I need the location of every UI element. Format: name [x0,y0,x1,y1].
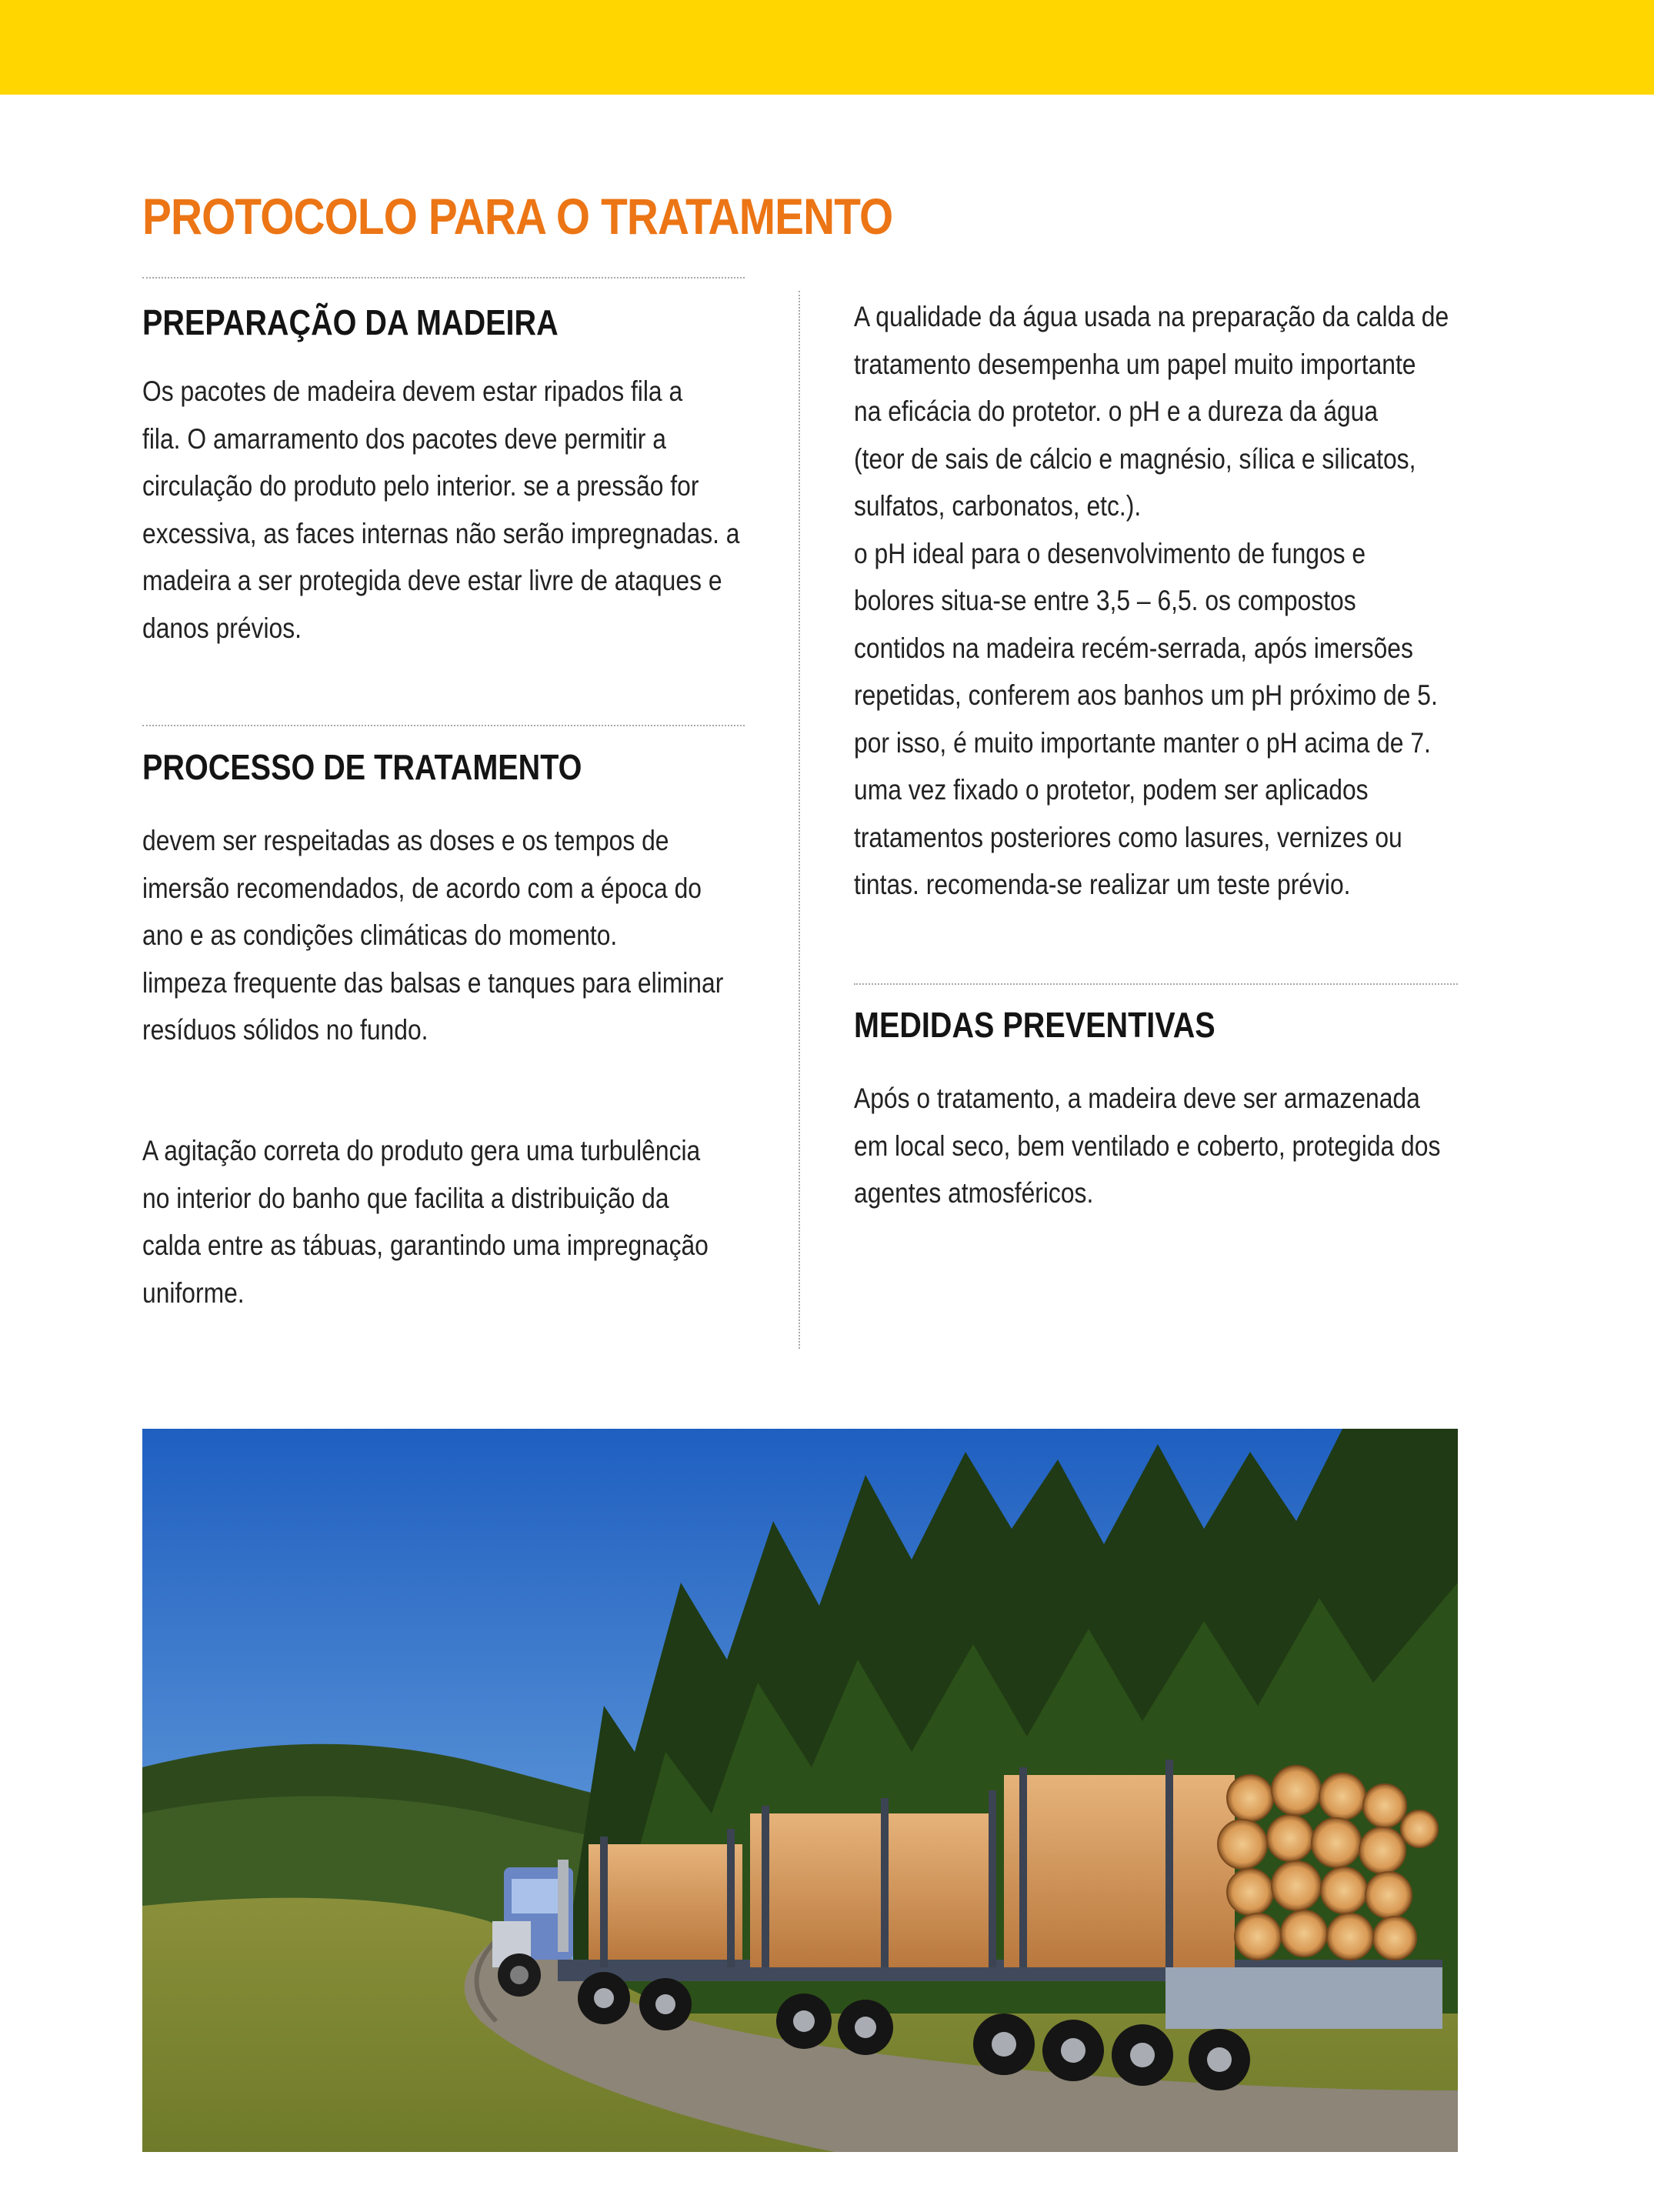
text-line: agentes atmosféricos. [854,1177,1094,1209]
text-line: sulfatos, carbonatos, etc.). [854,490,1142,522]
text-line: uma vez fixado o protetor, podem ser aplicados [854,774,1369,806]
text-line: (teor de sais de cálcio e magnésio, sílica e silicatos, [854,442,1416,475]
text-qualidade-agua [854,293,1449,909]
text-line: A qualidade da água usada na preparação da calda de [854,301,1449,332]
text-line: repetidas, conferem aos banhos um pH próximo de 5. [854,679,1438,711]
column-divider [799,291,800,1349]
text-line: Os pacotes de madeira devem estar ripados fila a [142,375,683,407]
title-divider [142,277,745,279]
page-title: PROTOCOLO PARA O TRATAMENTO [142,188,893,245]
text-line: madeira a ser protegida deve estar livre de ataques e [142,565,722,596]
text-line: tintas. recomenda-se realizar um teste prévio. [854,869,1351,900]
text-line: na eficácia do protetor. o pH e a dureza da água [854,395,1379,427]
text-line: contidos na madeira recém-serrada, após imersões [854,632,1413,664]
top-yellow-band [0,0,1654,95]
text-line: danos prévios. [142,612,302,644]
text-processo-agitacao [142,1127,709,1316]
text-line: no interior do banho que facilita a distribuição da [142,1182,669,1214]
text-line: bolores situa-se entre 3,5 – 6,5. os compostos [854,585,1356,616]
text-processo [142,817,723,1054]
log-truck-photo [142,1429,1458,2152]
section-divider [142,725,745,726]
text-line: Após o tratamento, a madeira deve ser armazenada [854,1083,1420,1114]
text-line: tratamentos posteriores como lasures, vernizes ou [854,821,1402,853]
text-line: o pH ideal para o desenvolvimento de fungos e [854,537,1366,569]
text-preparacao [142,368,739,652]
text-line: resíduos sólidos no fundo. [142,1014,429,1046]
text-line: imersão recomendados, de acordo com a época do [142,872,702,904]
text-line: tratamento desempenha um papel muito importante [854,348,1416,380]
text-medidas [854,1075,1440,1217]
text-line: por isso, é muito importante manter o pH acima de 7. [854,726,1431,759]
text-line: em local seco, bem ventilado e coberto, protegida dos [854,1129,1441,1162]
heading-medidas: MEDIDAS PREVENTIVAS [854,1005,1215,1045]
text-line: uniforme. [142,1276,245,1309]
text-line: limpeza frequente das balsas e tanques para eliminar [142,966,724,999]
text-line: circulação do produto pelo interior. se a pressão for [142,470,699,502]
text-line: A agitação correta do produto gera uma turbulência [142,1135,701,1166]
text-line: ano e as condições climáticas do momento. [142,919,618,951]
text-line: excessiva, as faces internas não serão impregnadas. a [142,517,740,549]
text-line: devem ser respeitadas as doses e os tempos de [142,825,669,856]
heading-processo: PROCESSO DE TRATAMENTO [142,747,582,787]
heading-preparacao: PREPARAÇÃO DA MADEIRA [142,302,559,342]
text-line: calda entre as tábuas, garantindo uma impregnação [142,1229,709,1261]
text-line: fila. O amarramento dos pacotes deve permitir a [142,422,666,455]
section-divider [854,983,1458,985]
